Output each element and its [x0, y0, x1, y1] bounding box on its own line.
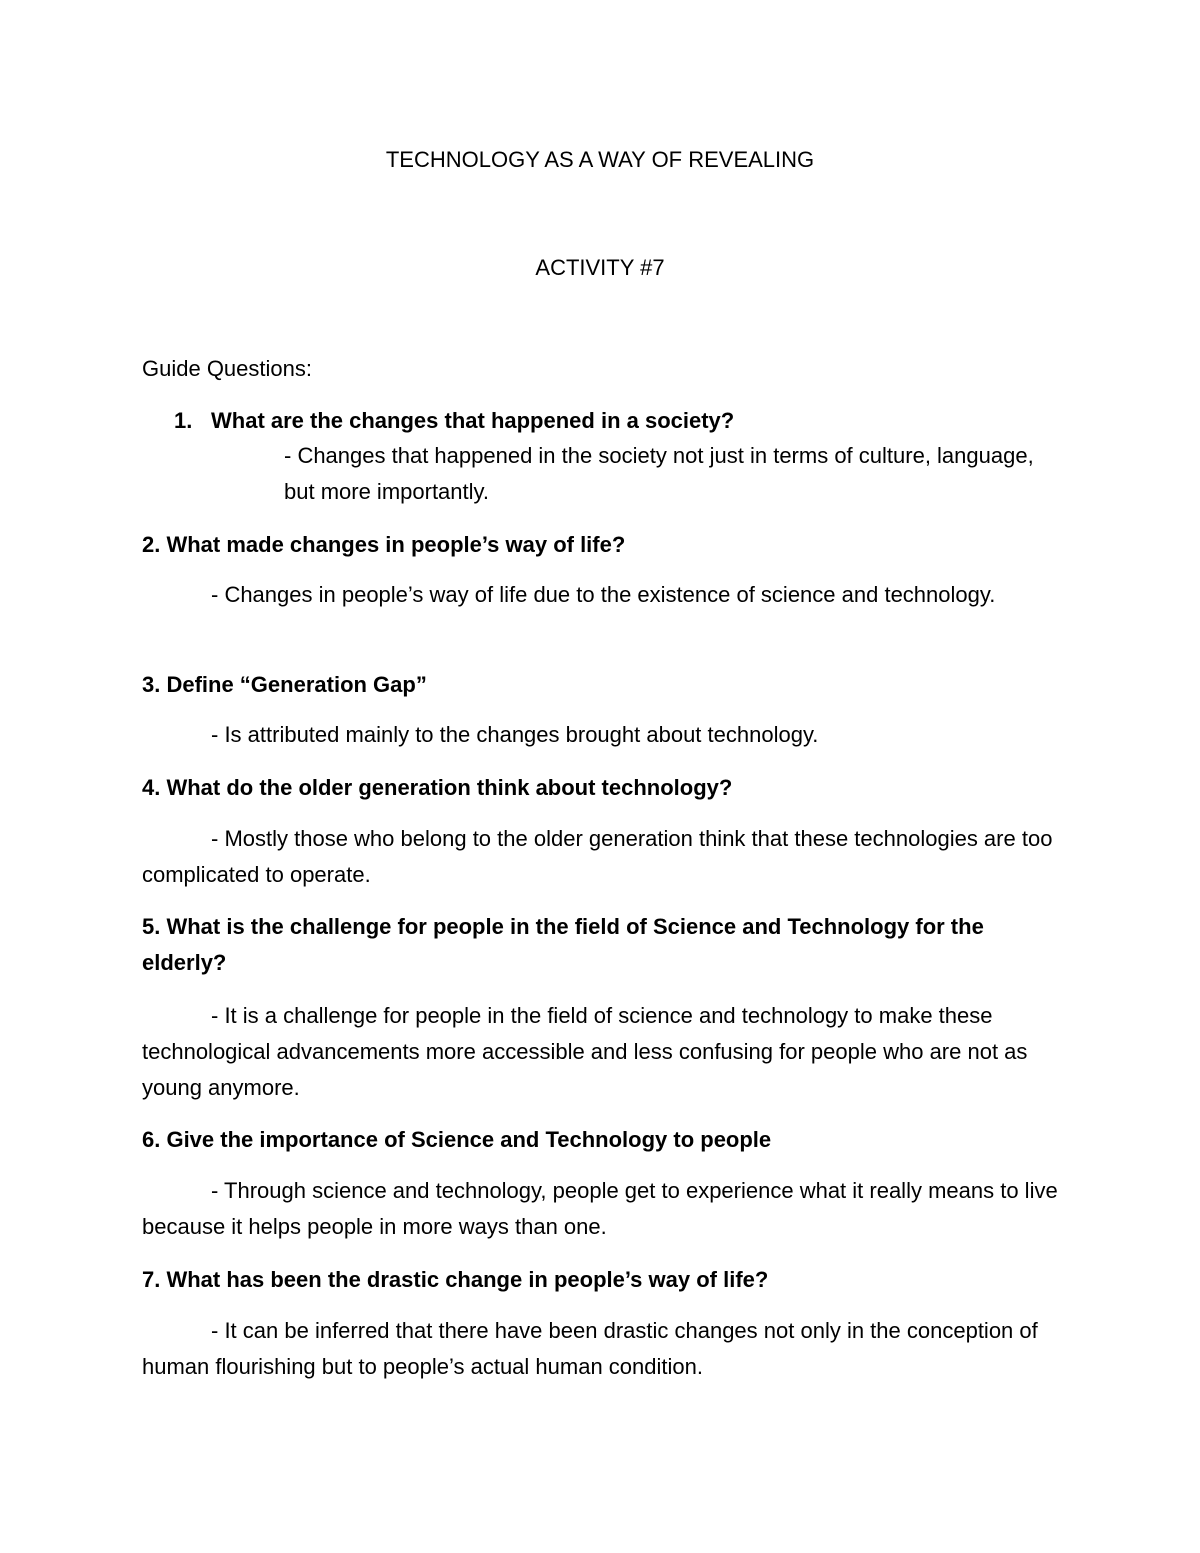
question-5: 5. What is the challenge for people in the field of Science and Technology for the elderly?	[142, 914, 984, 975]
question-7: 7. What has been the drastic change in people’s way of life?	[142, 1267, 769, 1292]
question-3: 3. Define “Generation Gap”	[142, 672, 427, 697]
question-6: 6. Give the importance of Science and Technology to people	[142, 1127, 772, 1152]
question-1	[174, 403, 734, 439]
answer-7: - It can be inferred that there have been drastic changes not only in the conception of human flourishing but to people’s actual human condition.	[142, 1318, 1038, 1379]
question-1-number: 1.	[174, 408, 193, 433]
document-title: TECHNOLOGY AS A WAY OF REVEALING	[385, 147, 815, 172]
answer-4: - Mostly those who belong to the older generation think that these technologies are too complicated to operate.	[142, 826, 1053, 887]
answer-2: - Changes in people’s way of life due to the existence of science and technology.	[211, 582, 996, 607]
question-2: 2. What made changes in people’s way of life?	[142, 532, 626, 557]
question-1-text: What are the changes that happened in a society?	[211, 408, 735, 433]
answer-6: - Through science and technology, people get to experience what it really means to live because it helps people in more ways than one.	[142, 1178, 1058, 1239]
answer-1: - Changes that happened in the society not just in terms of culture, language, but more importantly.	[284, 443, 1034, 504]
question-4: 4. What do the older generation think about technology?	[142, 775, 733, 800]
activity-heading: ACTIVITY #7	[535, 255, 665, 280]
answer-3: - Is attributed mainly to the changes brought about technology.	[211, 722, 819, 747]
answer-5: - It is a challenge for people in the field of science and technology to make these technological advancements more accessible and less confusing for people who are not as young anymore.	[142, 1003, 1028, 1100]
guide-questions-label: Guide Questions:	[142, 356, 312, 381]
